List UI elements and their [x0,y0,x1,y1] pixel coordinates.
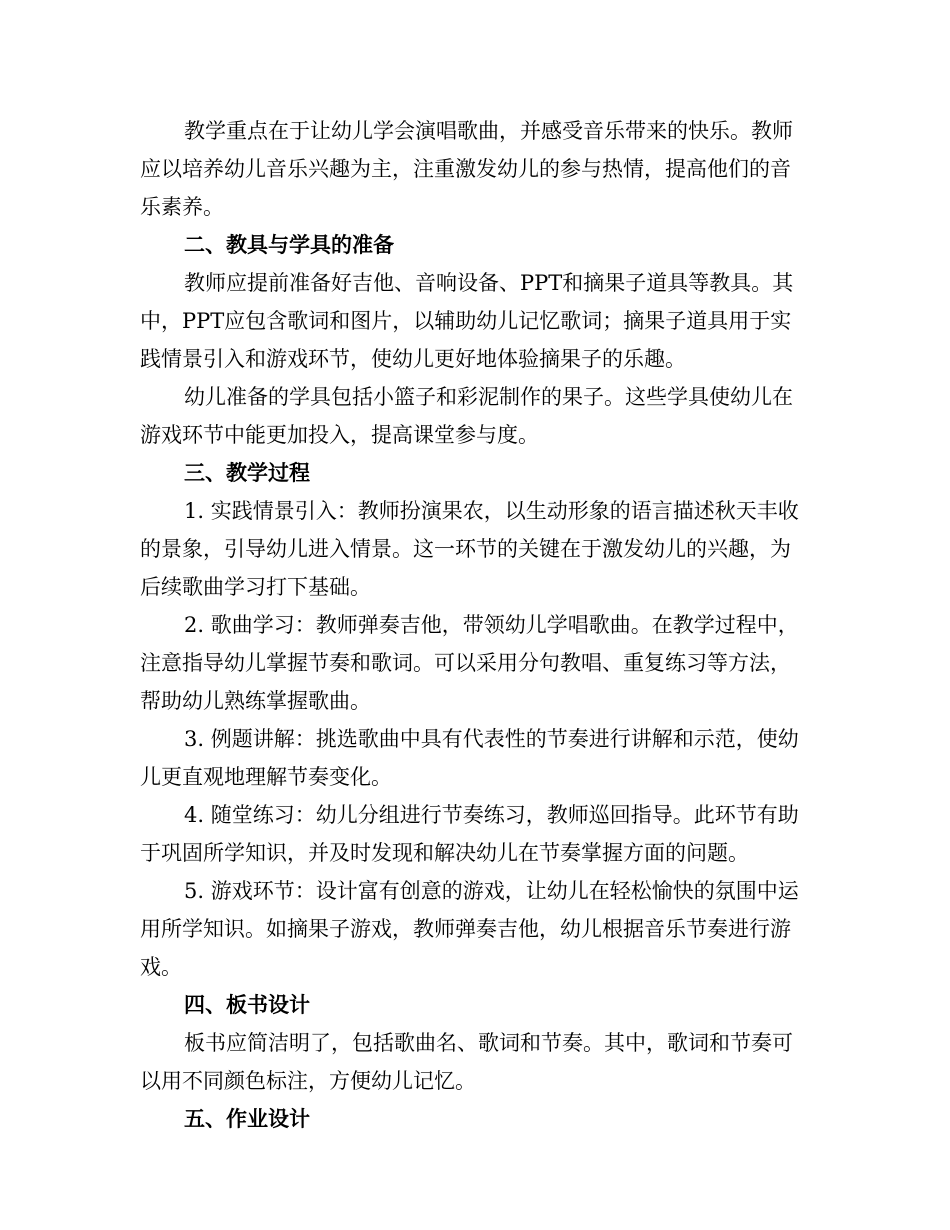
paragraph-step-2: 2. 歌曲学习：教师弹奏吉他，带领幼儿学唱歌曲。在教学过程中，注意指导幼儿掌握节奏和歌词。可以采用分句教唱、重复练习等方法，帮助幼儿熟练掌握歌曲。 [140,613,799,713]
paragraph-teacher-aids: 教师应提前准备好吉他、音响设备、PPT和摘果子道具等教具。其中，PPT应包含歌词和图片，以辅助幼儿记忆歌词；摘果子道具用于实践情景引入和游戏环节，使幼儿更好地体验摘果子的乐趣。 [140,271,794,371]
heading-blackboard-design: 四、板书设计 [184,992,310,1017]
document-body [140,112,810,1138]
paragraph-child-aids: 幼儿准备的学具包括小篮子和彩泥制作的果子。这些学具使幼儿在游戏环节中能更加投入，提高课堂参与度。 [140,385,793,447]
paragraph-step-3: 3. 例题讲解：挑选歌曲中具有代表性的节奏进行讲解和示范，使幼儿更直观地理解节奏变化。 [140,727,799,789]
paragraph-step-5: 5. 游戏环节：设计富有创意的游戏，让幼儿在轻松愉快的氛围中运用所学知识。如摘果子游戏，教师弹奏吉他，幼儿根据音乐节奏进行游戏。 [140,879,799,979]
paragraph-blackboard: 板书应简洁明了，包括歌曲名、歌词和节奏。其中，歌词和节奏可以用不同颜色标注，方便幼儿记忆。 [140,1031,793,1093]
heading-teaching-process: 三、教学过程 [184,460,310,485]
paragraph-step-1: 1. 实践情景引入：教师扮演果农，以生动形象的语言描述秋天丰收的景象，引导幼儿进入情景。这一环节的关键在于激发幼儿的兴趣，为后续歌曲学习打下基础。 [140,499,799,599]
heading-teaching-aids: 二、教具与学具的准备 [184,232,394,257]
paragraph-teaching-focus: 教学重点在于让幼儿学会演唱歌曲，并感受音乐带来的快乐。教师应以培养幼儿音乐兴趣为主，注重激发幼儿的参与热情，提高他们的音乐素养。 [140,119,793,219]
heading-homework-design: 五、作业设计 [184,1106,310,1131]
paragraph-step-4: 4. 随堂练习：幼儿分组进行节奏练习，教师巡回指导。此环节有助于巩固所学知识，并及时发现和解决幼儿在节奏掌握方面的问题。 [140,803,799,865]
